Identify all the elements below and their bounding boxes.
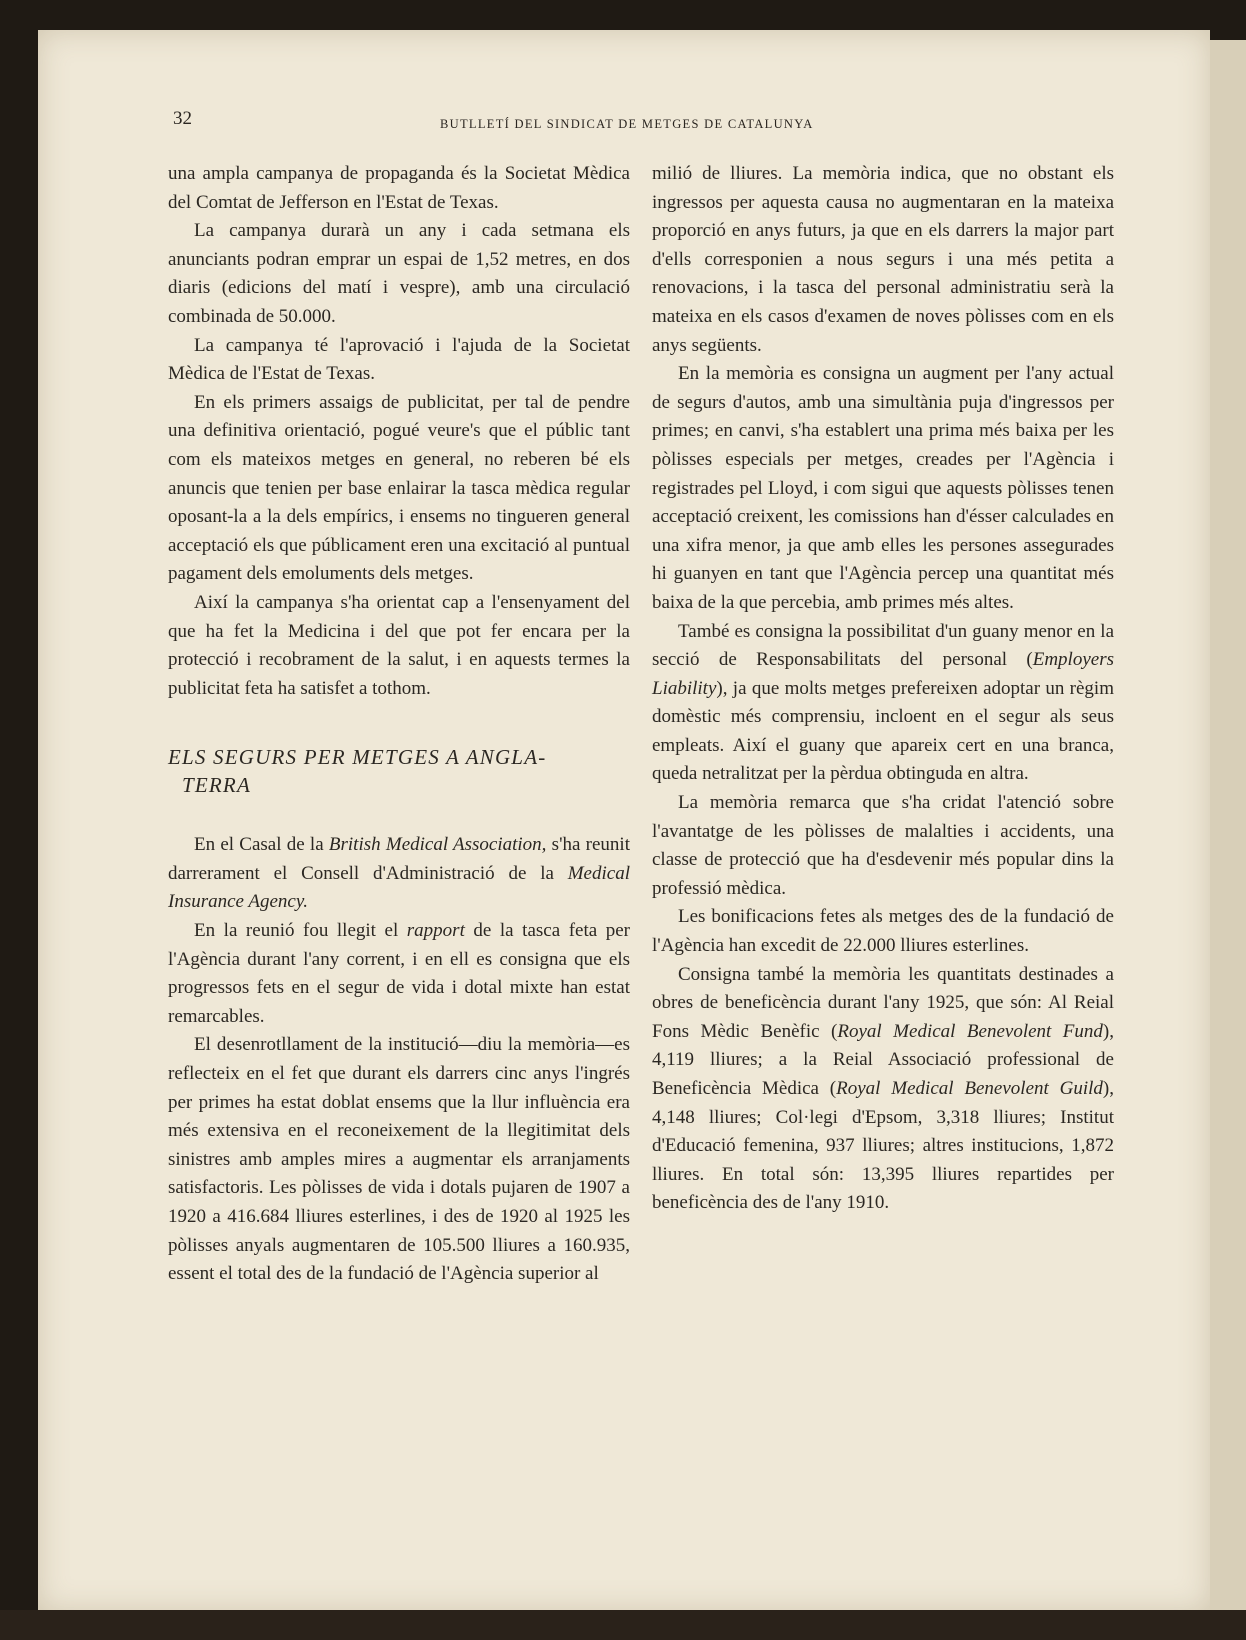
adjacent-page-edge [1208,40,1246,1640]
text-run: En la reunió fou llegit el [194,920,407,942]
scan-shadow [0,1610,1246,1640]
paragraph [652,618,1114,790]
paragraph: Així la campanya s'ha orientat cap a l'ensenyament del que ha fet la Medicina i del que pot fer encara per la protecció i recobrament de la salut, i en aquests termes la publicitat feta ha satisfet a tothom. [168,591,630,699]
paragraph [168,917,630,1031]
italic-run: Employers Liability [652,649,1114,699]
text-run: s'ha reunit darrerament el Consell d'Administració de la [168,834,630,884]
paragraph: La campanya durarà un any i cada setmana els anunciants podran emprar un espai de 1,52 metres, en dos diaris (edicions del matí i vespre), amb una circulació combinada de 50.000. [168,220,630,327]
paragraph: una ampla campanya de propaganda és la Societat Mèdica del Comtat de Jefferson en l'Estat de Texas. [168,163,630,213]
paragraph: milió de lliures. La memòria indica, que no obstant els ingressos per aquesta causa no augmentaran en la mateixa proporció en anys futurs, ja que en els darrers la major part d'ells corresponien a nous segurs i una més petita a renovacions, i la tasca del personal administratiu serà la mateixa en els casos d'examen de noves pòlisses com en els anys següents. [652,163,1114,356]
italic-run: Royal Medical Benevolent Guild [836,1078,1103,1099]
page-number: 32 [173,108,192,129]
paragraph [168,831,630,917]
paragraph: Les bonificacions fetes als metges des de la fundació de l'Agència han excedit de 22.000 lliures esterlines. [652,906,1114,957]
italic-run: Royal Medical Benevolent Fund [837,1020,1103,1042]
right-column [652,160,1114,1218]
text-run: ), ja que molts metges prefereixen adoptar un règim domèstic més comprensiu, incloent en el segur als seus empleats. Així el guany que apareix cert en una branca, queda netralitzat per la pèrdua obtinguda en altra. [652,677,1114,785]
section-heading-line: TERRA [182,773,251,798]
paragraph [652,961,1114,1218]
text-run: Consigna també la memòria les quantitats destinades a obres de beneficència durant l'any 1925, que són: Al Reial Fons Mèdic Benèfic ( [652,963,1114,1042]
paragraph: La campanya té l'aprovació i l'ajuda de la Societat Mèdica de l'Estat de Texas. [168,334,630,385]
text-run: ), 4,148 lliures; Col·legi d'Epsom, 3,318 lliures; Institut d'Educació femenina, 937 lliures; altres institucions, 1,872 lliures. En total són: 13,395 lliures repartides per beneficència des de l'any 1910. [652,1078,1114,1214]
section-heading [168,743,630,799]
text-run: ), 4,119 lliures; a la Reial Associació professional de Beneficència Mèdica ( [652,1020,1114,1099]
paragraph: En la memòria es consigna un augment per l'any actual de segurs d'autos, amb una simultània puja d'ingressos per primes; en canvi, s'ha establert una prima més baixa per les pòlisses especials per metges, creades per l'Agència i registrades pel Lloyd, i com sigui que aquests pòlisses tenen acceptació creixent, les comissions han d'ésser calculades en una xifra menor, ja que amb elles les persones assegurades hi guanyen en tant que l'Agència percep una quantitat més baixa de la que percebia, amb primes més altes. [652,363,1114,613]
section-heading-line: ELS SEGURS PER METGES A ANGLA- [168,745,547,770]
italic-run: British Medical Association, [328,834,547,856]
text-run: de la tasca feta per l'Agència durant l'any corrent, i en ell es consigna que els progressos fets en el segur de vida i dotal mixte han estat remarcables. [168,920,630,1027]
paragraph: El desenrotllament de la institució—diu la memòria—es reflecteix en el fet que durant els darrers cinc anys l'ingrés per primes ha estat doblat ensems que la llur influència era més extensiva en el reconeixement de la llegitimitat dels sinistres amb amples mires a augmentar els arranjaments satisfactoris. Les pòlisses de vida i dotals pujaren de 1907 a 1920 a 416.684 lliures esterlines, i des de 1920 al 1925 les pòlisses anyals augmentaren de 105.500 lliures a 160.935, essent el total des de la fundació de l'Agència superior al [168,1034,630,1285]
text-run: També es consigna la possibilitat d'un guany menor en la secció de Responsabilitats del personal ( [652,620,1114,671]
italic-run: rapport [406,920,465,942]
italic-run: Medical Insurance Agency. [168,862,630,913]
paragraph: La memòria remarca que s'ha cridat l'atenció sobre l'avantatge de les pòlisses de malalties i accidents, una classe de protecció que ha d'esdevenir més popular dins la professió mèdica. [652,792,1114,899]
running-head: BUTLLETÍ DEL SINDICAT DE METGES DE CATALUNYA [440,117,814,131]
left-column [168,160,630,1289]
text-run: En el Casal de la [194,834,329,856]
paragraph: En els primers assaigs de publicitat, per tal de pendre una definitiva orientació, pogué veure's que el públic tant com els mateixos metges en general, no reberen bé els anuncis que tenien per base enlairar la tasca mèdica regular oposant-la a la dels empírics, i ensems no tingueren general acceptació els que públicament eren una excitació al puntual pagament dels emoluments dels metges. [168,391,630,585]
